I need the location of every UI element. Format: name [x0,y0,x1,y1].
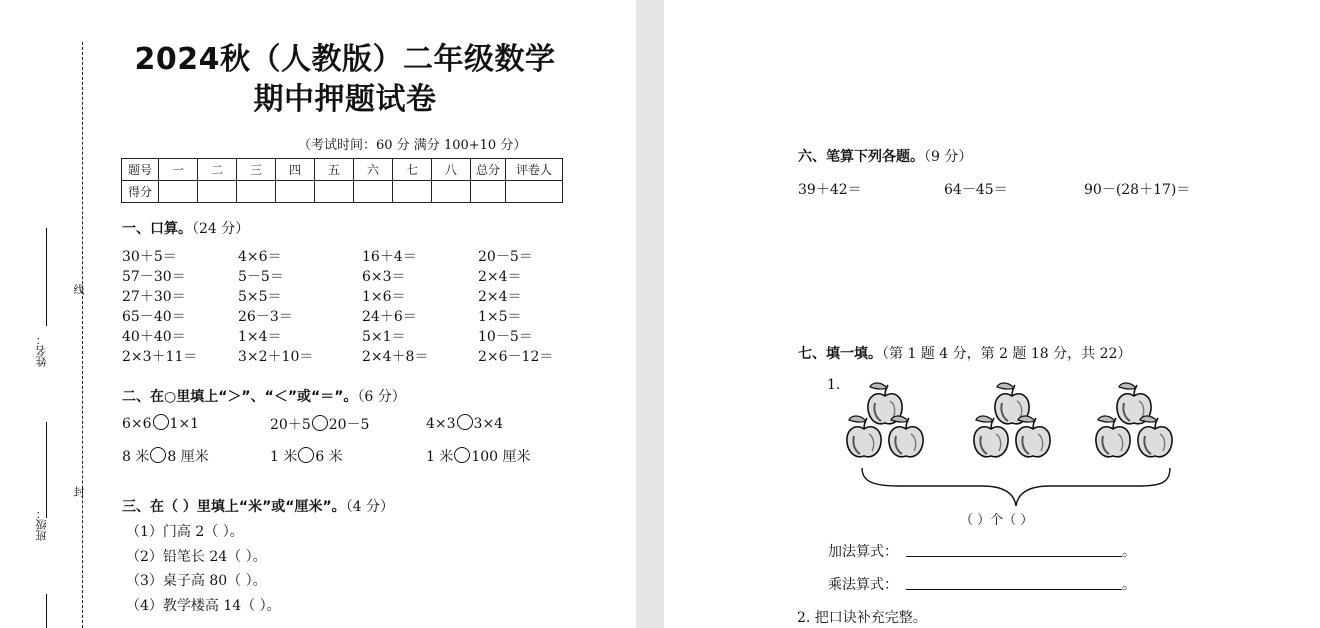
exam-page-right [664,0,1320,628]
addition-answer-line[interactable] [906,556,1122,557]
score-cell[interactable] [315,181,354,203]
name-label: 姓名： [35,334,48,367]
score-header-cell: 四 [276,159,315,181]
score-cell[interactable] [393,181,432,203]
score-header-cell: 五 [315,159,354,181]
compare-circle[interactable] [153,414,169,430]
compare-right: 20－5 [328,417,370,433]
oral-calc-item: 40＋40＝ [122,329,186,345]
score-header-cell: 六 [354,159,393,181]
oral-calc-item: 1×4＝ [238,329,282,345]
apple-illustration [664,0,1320,628]
compare-right: 8 厘米 [167,449,209,465]
exam-title-line1: 2024秋（人教版）二年级数学 [134,42,556,77]
multiplication-label: 乘法算式： [828,577,898,593]
oral-calc-item: 1×5＝ [478,309,522,325]
compare-left: 8 米 [122,449,150,465]
score-cell[interactable] [159,181,198,203]
oral-calc-item: 20－5＝ [478,249,533,265]
compare-item [270,414,369,434]
section3-points: （4 分） [345,499,395,515]
feng-mark: 封 [72,486,85,497]
class-label: 班级： [35,508,48,541]
score-header-cell: 八 [432,159,471,181]
section2-heading [122,386,406,406]
oral-calc-item: 6×3＝ [362,269,406,285]
section7-points: （第 1 题 4 分，第 2 题 18 分，共 22） [882,346,1132,362]
compare-left: 1 米 [270,449,298,465]
score-row-label: 得分 [122,181,159,203]
section7-title: 七、填一填。 [798,346,882,362]
compare-left: 4×3 [426,416,456,432]
compare-left: 6×6 [122,416,152,432]
oral-calc-item: 4×6＝ [238,249,282,265]
oral-calc-item: 5－5＝ [238,269,284,285]
unit-fill-item: （4）教学楼高 14（ ）。 [126,598,281,614]
score-header-cell: 总分 [471,159,506,181]
score-cell[interactable] [237,181,276,203]
score-header-cell: 三 [237,159,276,181]
compare-right: 100 厘米 [471,449,531,465]
exam-title-line2: 期中押题试卷 [253,82,437,117]
exam-page-left [0,0,636,628]
score-cell[interactable] [432,181,471,203]
oral-calc-item: 5×1＝ [362,329,406,345]
section1-points: （24 分） [192,221,250,237]
section6-points: （9 分） [924,149,973,165]
oral-calc-item: 10－5＝ [478,329,533,345]
compare-circle[interactable] [457,414,473,430]
oral-calc-item: 26－3＝ [238,309,293,325]
oral-calc-item: 3×2＋10＝ [238,349,314,365]
score-cell[interactable] [471,181,506,203]
score-header-cell: 一 [159,159,198,181]
oral-calc-item: 57－30＝ [122,269,186,285]
q1-label: 1. [827,377,841,393]
score-table-score-row [122,181,563,203]
score-header-cell: 题号 [122,159,159,181]
multiplication-period: 。 [1122,577,1136,593]
score-table-header-row [122,159,563,181]
oral-calc-item: 2×6－12＝ [478,349,554,365]
compare-circle[interactable] [312,415,328,431]
extra-blank-line [46,594,47,628]
written-calc-item: 64－45＝ [944,182,1008,198]
oral-calc-item: 24＋6＝ [362,309,417,325]
section1-heading [122,218,249,238]
section2-title: 二、在○里填上“＞”、“＜”或“＝”。 [122,389,358,405]
unit-fill-item: （3）桌子高 80（ ）。 [126,573,267,589]
curly-brace [862,468,1170,506]
compare-right: 1×1 [169,416,200,432]
oral-calc-item: 2×4＝ [478,269,522,285]
oral-calc-item: 2×3＋11＝ [122,349,198,365]
compare-circle[interactable] [150,447,166,463]
compare-circle[interactable] [454,447,470,463]
compare-item [122,446,209,466]
oral-calc-item: 27＋30＝ [122,289,186,305]
q2-label: 2. 把口诀补充完整。 [797,610,927,626]
written-calc-item: 90－(28＋17)＝ [1084,182,1191,198]
compare-item [426,446,531,466]
name-blank-line [46,228,47,326]
exam-info: （考试时间：60 分 满分 100+10 分） [298,138,527,153]
section6-title: 六、笔算下列各题。 [798,149,924,165]
unit-fill-item: （2）铅笔长 24（ ）。 [126,549,267,565]
oral-calc-item: 30＋5＝ [122,249,177,265]
oral-calc-item: 65－40＝ [122,309,186,325]
compare-right: 6 米 [315,449,343,465]
score-table [121,158,563,203]
compare-item [426,414,503,432]
section3-heading [122,496,394,516]
section2-points: （6 分） [357,389,406,405]
brace-caption: （ ）个（ ） [960,513,1034,528]
score-cell[interactable] [198,181,237,203]
binding-dashed-line [82,42,83,628]
score-cell[interactable] [506,181,563,203]
compare-left: 1 米 [426,449,454,465]
score-header-cell: 七 [393,159,432,181]
score-cell[interactable] [276,181,315,203]
compare-item [122,414,199,432]
section1-title: 一、口算。 [122,221,192,237]
oral-calc-item: 5×5＝ [238,289,282,305]
unit-fill-item: （1）门高 2（ ）。 [126,524,244,540]
score-cell[interactable] [354,181,393,203]
apple-group-1 [847,383,923,457]
class-blank-line [46,422,47,518]
section3-title: 三、在（ ）里填上“米”或“厘米”。 [122,499,346,515]
oral-calc-item: 16＋4＝ [362,249,417,265]
oral-calc-item: 2×4＝ [478,289,522,305]
apple-group-2 [974,383,1050,457]
xian-mark: 线 [72,284,85,295]
apple-group-3 [1096,383,1172,457]
oral-calc-item: 2×4＋8＝ [362,349,429,365]
compare-circle[interactable] [298,447,314,463]
addition-label: 加法算式： [828,544,898,560]
compare-item [270,446,343,466]
oral-calc-item: 1×6＝ [362,289,406,305]
score-header-cell: 二 [198,159,237,181]
compare-right: 3×4 [473,416,504,432]
score-header-cell: 评卷人 [506,159,563,181]
compare-left: 20＋5 [270,417,311,433]
written-calc-item: 39＋42＝ [798,182,862,198]
addition-period: 。 [1122,544,1136,560]
multiplication-answer-line[interactable] [906,589,1122,590]
